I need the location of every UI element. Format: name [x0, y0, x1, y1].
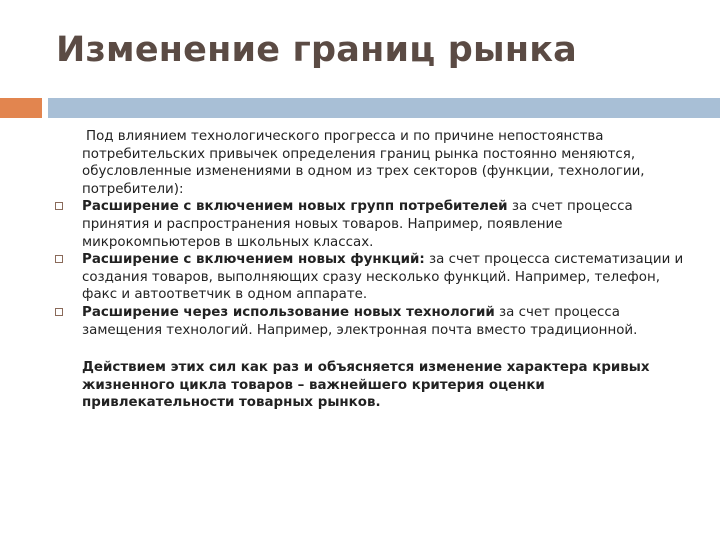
bullet-item: [82, 251, 692, 304]
slide-title: Изменение границ рынка: [56, 30, 577, 70]
square-bullet-icon: [55, 255, 63, 263]
bullet-bold-text: Расширение через использование новых технологий: [82, 304, 495, 320]
square-bullet-icon: [55, 202, 63, 210]
closing-paragraph: Действием этих сил как раз и объясняется изменение характера кривых жизненного цикла товаров – важнейшего критерия оценки привлекательности товарных рынков.: [82, 360, 650, 411]
bullet-item: [82, 198, 692, 251]
bullet-bold-text: Расширение с включением новых функций:: [82, 252, 425, 268]
bullet-text: за счет процесса систематизации и создания товаров, выполняющих сразу несколько функций. Например, телефон, факс и автоответчик в одном аппарате.: [82, 252, 684, 303]
bullet-text: за счет процесса принятия и распространения новых товаров. Например, появление микрокомпьютеров в школьных классах.: [82, 199, 633, 250]
header-bar: [48, 98, 720, 118]
square-bullet-icon: [55, 308, 63, 316]
bullet-item: [82, 304, 692, 339]
intro-paragraph: Под влиянием технологического прогресса и по причине непостоянства потребительских привычек определения границ рынка постоянно меняются, обусловленные изменениями в одном из трех секторов (функции, технологии, потребители):: [82, 129, 645, 197]
bullet-bold-text: Расширение с включением новых групп потребителей: [82, 199, 508, 215]
bullet-text: за счет процесса замещения технологий. Например, электронная почта вместо традиционной.: [82, 304, 638, 338]
accent-bar: [0, 98, 42, 118]
slide-content: [82, 128, 692, 425]
